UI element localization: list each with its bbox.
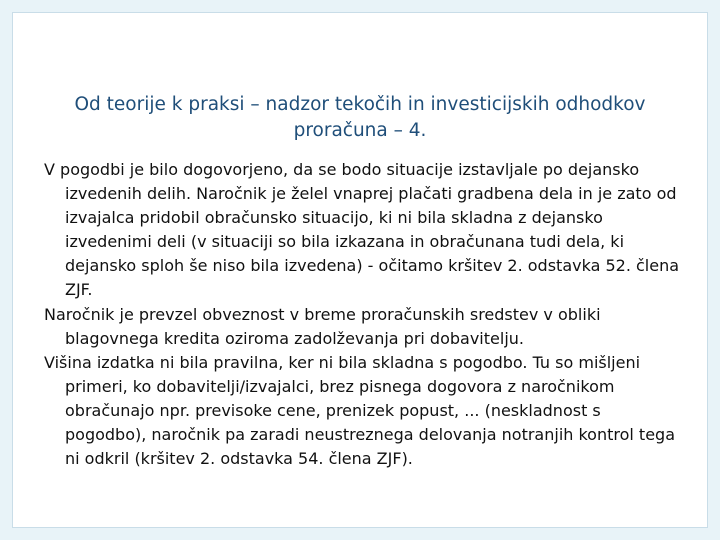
slide-title-line-2: proračuna – 4. bbox=[293, 120, 427, 141]
slide-title-line-1: Od teorije k praksi – nadzor tekočih in investicijskih odhodkov bbox=[74, 94, 646, 115]
paragraph-contract-situations: V pogodbi je bilo dogovorjeno, da se bodo situacije izstavljale po dejansko izvedenih delih. Naročnik je želel vnaprej plačati gradbena dela in je zato od izvajalca pridobil obračunsko situacijo, ki ni bila skladna z dejansko izvedenimi deli (v situaciji so bila izkazana in obračunana tudi dela, ki dejansko sploh še niso bila izvedena) - očitamo kršitev 2. odstavka 52. člena ZJF. bbox=[44, 160, 680, 300]
paragraph-incorrect-expenditure: Višina izdatka ni bila pravilna, ker ni bila skladna s pogodbo. Tu so mišljeni primeri, ko dobavitelji/izvajalci, brez pisnega dogovora z naročnikom obračunajo npr. previsoke cene, prenizek popust, ... (neskladnost s pogodbo), naročnik pa zaradi neustreznega delovanja notranjih kontrol tega ni odkril (kršitev 2. odstavka 54. člena ZJF). bbox=[44, 352, 676, 469]
slide-title bbox=[40, 92, 680, 144]
slide-body bbox=[44, 158, 684, 471]
paragraph-commodity-credit: Naročnik je prevzel obveznost v breme proračunskih sredstev v obliki blagovnega kredita oziroma zadolževanja pri dobavitelju. bbox=[44, 304, 601, 348]
